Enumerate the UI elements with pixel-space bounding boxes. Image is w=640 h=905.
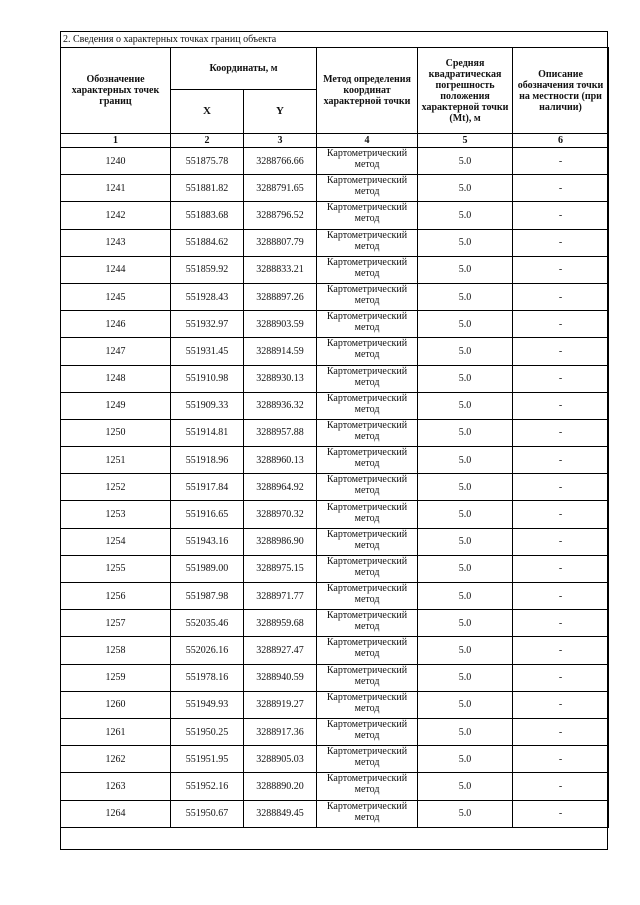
point-id-cell: 1257: [61, 610, 171, 637]
description-cell: -: [513, 800, 609, 827]
error-cell: 5.0: [418, 365, 513, 392]
method-line: метод: [354, 811, 380, 823]
error-cell: 5.0: [418, 311, 513, 338]
method-line: метод: [354, 322, 380, 334]
method-line: метод: [354, 648, 380, 660]
method-line: Картометрический: [326, 447, 408, 459]
description-cell: -: [513, 229, 609, 256]
table-row: [61, 202, 609, 229]
method-line: метод: [354, 784, 380, 796]
column-number: 2: [171, 134, 244, 148]
description-cell: -: [513, 664, 609, 691]
description-cell: -: [513, 202, 609, 229]
method-line: метод: [354, 213, 380, 225]
column-number: 4: [317, 134, 418, 148]
error-cell: 5.0: [418, 637, 513, 664]
x-coordinate-cell: 551884.62: [171, 229, 244, 256]
description-cell: -: [513, 175, 609, 202]
description-cell: -: [513, 447, 609, 474]
y-coordinate-cell: 3288930.13: [244, 365, 317, 392]
method-line: метод: [354, 403, 380, 415]
table-row: [61, 718, 609, 745]
method-line: метод: [354, 267, 380, 279]
method-cell: [317, 691, 418, 718]
method-line: Картометрический: [326, 474, 408, 486]
error-cell: 5.0: [418, 202, 513, 229]
method-cell: [317, 528, 418, 555]
method-line: метод: [354, 430, 380, 442]
point-id-cell: 1248: [61, 365, 171, 392]
error-cell: 5.0: [418, 528, 513, 555]
x-coordinate-cell: 552035.46: [171, 610, 244, 637]
x-coordinate-cell: 551875.78: [171, 148, 244, 175]
error-cell: 5.0: [418, 338, 513, 365]
y-coordinate-cell: 3288849.45: [244, 800, 317, 827]
description-cell: -: [513, 610, 609, 637]
y-coordinate-cell: 3288959.68: [244, 610, 317, 637]
table-row: [61, 528, 609, 555]
y-coordinate-cell: 3288796.52: [244, 202, 317, 229]
document-frame: [60, 31, 608, 850]
table-row: [61, 148, 609, 175]
table-row: [61, 447, 609, 474]
method-cell: [317, 229, 418, 256]
y-coordinate-cell: 3288833.21: [244, 256, 317, 283]
boundary-points-table: [60, 47, 609, 828]
error-cell: 5.0: [418, 501, 513, 528]
x-coordinate-cell: 551917.84: [171, 474, 244, 501]
column-numbers-row: [61, 134, 609, 148]
error-cell: 5.0: [418, 691, 513, 718]
method-cell: [317, 148, 418, 175]
method-line: Картометрический: [326, 528, 408, 540]
description-cell: -: [513, 501, 609, 528]
method-cell: [317, 447, 418, 474]
point-id-cell: 1254: [61, 528, 171, 555]
description-cell: -: [513, 392, 609, 419]
error-cell: 5.0: [418, 474, 513, 501]
method-line: метод: [354, 702, 380, 714]
point-id-cell: 1262: [61, 746, 171, 773]
table-row: [61, 800, 609, 827]
y-coordinate-cell: 3288970.32: [244, 501, 317, 528]
y-coordinate-cell: 3288957.88: [244, 419, 317, 446]
y-coordinate-cell: 3288919.27: [244, 691, 317, 718]
x-coordinate-cell: 551909.33: [171, 392, 244, 419]
point-id-cell: 1264: [61, 800, 171, 827]
point-id-cell: 1253: [61, 501, 171, 528]
y-coordinate-cell: 3288905.03: [244, 746, 317, 773]
error-cell: 5.0: [418, 583, 513, 610]
x-coordinate-cell: 551883.68: [171, 202, 244, 229]
point-id-cell: 1240: [61, 148, 171, 175]
method-line: Картометрический: [326, 746, 408, 758]
point-id-cell: 1251: [61, 447, 171, 474]
method-line: метод: [354, 539, 380, 551]
y-coordinate-cell: 3288940.59: [244, 664, 317, 691]
method-line: метод: [354, 566, 380, 578]
point-id-cell: 1260: [61, 691, 171, 718]
error-cell: 5.0: [418, 256, 513, 283]
method-cell: [317, 773, 418, 800]
method-cell: [317, 555, 418, 582]
method-cell: [317, 202, 418, 229]
method-line: метод: [354, 675, 380, 687]
method-line: Картометрический: [326, 719, 408, 731]
point-id-cell: 1244: [61, 256, 171, 283]
table-row: [61, 583, 609, 610]
error-cell: 5.0: [418, 664, 513, 691]
method-line: Картометрический: [326, 555, 408, 567]
x-coordinate-cell: 551931.45: [171, 338, 244, 365]
method-line: метод: [354, 594, 380, 606]
method-line: Картометрический: [326, 256, 408, 268]
description-cell: -: [513, 718, 609, 745]
y-coordinate-cell: 3288917.36: [244, 718, 317, 745]
method-cell: [317, 175, 418, 202]
x-coordinate-cell: 551943.16: [171, 528, 244, 555]
point-id-cell: 1256: [61, 583, 171, 610]
x-coordinate-cell: 551950.25: [171, 718, 244, 745]
table-row: [61, 610, 609, 637]
table-row: [61, 365, 609, 392]
x-coordinate-cell: 551952.16: [171, 773, 244, 800]
point-id-cell: 1250: [61, 419, 171, 446]
table-row: [61, 474, 609, 501]
y-coordinate-cell: 3288766.66: [244, 148, 317, 175]
point-id-cell: 1247: [61, 338, 171, 365]
description-cell: -: [513, 474, 609, 501]
method-line: Картометрический: [326, 800, 408, 812]
x-coordinate-cell: 551910.98: [171, 365, 244, 392]
method-line: метод: [354, 730, 380, 742]
x-coordinate-cell: 551914.81: [171, 419, 244, 446]
x-coordinate-cell: 551859.92: [171, 256, 244, 283]
method-cell: [317, 311, 418, 338]
method-cell: [317, 474, 418, 501]
error-cell: 5.0: [418, 555, 513, 582]
error-cell: 5.0: [418, 175, 513, 202]
method-line: метод: [354, 295, 380, 307]
method-line: метод: [354, 186, 380, 198]
error-cell: 5.0: [418, 746, 513, 773]
point-id-cell: 1263: [61, 773, 171, 800]
error-cell: 5.0: [418, 447, 513, 474]
y-coordinate-cell: 3288960.13: [244, 447, 317, 474]
method-line: Картометрический: [326, 610, 408, 622]
error-cell: 5.0: [418, 800, 513, 827]
description-cell: -: [513, 148, 609, 175]
table-row: [61, 501, 609, 528]
method-line: Картометрический: [326, 175, 408, 187]
point-id-cell: 1255: [61, 555, 171, 582]
y-coordinate-cell: 3288936.32: [244, 392, 317, 419]
description-cell: -: [513, 283, 609, 310]
header-description: Описание обозначения точки на местности (при наличии): [513, 48, 609, 134]
description-cell: -: [513, 637, 609, 664]
description-cell: -: [513, 583, 609, 610]
point-id-cell: 1252: [61, 474, 171, 501]
table-row: [61, 392, 609, 419]
description-cell: -: [513, 555, 609, 582]
point-id-cell: 1249: [61, 392, 171, 419]
description-cell: -: [513, 746, 609, 773]
description-cell: -: [513, 419, 609, 446]
y-coordinate-cell: 3288971.77: [244, 583, 317, 610]
point-id-cell: 1246: [61, 311, 171, 338]
x-coordinate-cell: 551881.82: [171, 175, 244, 202]
method-cell: [317, 800, 418, 827]
error-cell: 5.0: [418, 610, 513, 637]
method-line: Картометрический: [326, 583, 408, 595]
x-coordinate-cell: 552026.16: [171, 637, 244, 664]
table-row: [61, 256, 609, 283]
header-coordinates: Координаты, м: [171, 48, 317, 90]
x-coordinate-cell: 551950.67: [171, 800, 244, 827]
method-line: метод: [354, 621, 380, 633]
error-cell: 5.0: [418, 392, 513, 419]
method-cell: [317, 583, 418, 610]
method-cell: [317, 610, 418, 637]
point-id-cell: 1245: [61, 283, 171, 310]
method-line: Картометрический: [326, 773, 408, 785]
header-error: Средняя квадратическая погрешность положения характерной точки (Mt), м: [418, 48, 513, 134]
y-coordinate-cell: 3288914.59: [244, 338, 317, 365]
error-cell: 5.0: [418, 283, 513, 310]
column-number: 1: [61, 134, 171, 148]
x-coordinate-cell: 551949.93: [171, 691, 244, 718]
x-coordinate-cell: 551951.95: [171, 746, 244, 773]
method-line: Картометрический: [326, 229, 408, 241]
y-coordinate-cell: 3288903.59: [244, 311, 317, 338]
method-cell: [317, 718, 418, 745]
table-row: [61, 338, 609, 365]
point-id-cell: 1258: [61, 637, 171, 664]
error-cell: 5.0: [418, 773, 513, 800]
method-line: метод: [354, 458, 380, 470]
description-cell: -: [513, 338, 609, 365]
method-line: Картометрический: [326, 419, 408, 431]
header-x: X: [171, 90, 244, 134]
description-cell: -: [513, 365, 609, 392]
x-coordinate-cell: 551987.98: [171, 583, 244, 610]
method-line: Картометрический: [326, 691, 408, 703]
method-line: Картометрический: [326, 365, 408, 377]
method-line: Картометрический: [326, 284, 408, 296]
method-line: Картометрический: [326, 664, 408, 676]
table-row: [61, 691, 609, 718]
point-id-cell: 1261: [61, 718, 171, 745]
method-cell: [317, 283, 418, 310]
y-coordinate-cell: 3288890.20: [244, 773, 317, 800]
header-designation: Обозначение характерных точек границ: [61, 48, 171, 134]
y-coordinate-cell: 3288807.79: [244, 229, 317, 256]
x-coordinate-cell: 551928.43: [171, 283, 244, 310]
y-coordinate-cell: 3288927.47: [244, 637, 317, 664]
description-cell: -: [513, 691, 609, 718]
point-id-cell: 1243: [61, 229, 171, 256]
point-id-cell: 1241: [61, 175, 171, 202]
table-body: [61, 148, 609, 828]
method-line: Картометрический: [326, 637, 408, 649]
table-row: [61, 311, 609, 338]
description-cell: -: [513, 311, 609, 338]
table-row: [61, 637, 609, 664]
table-row: [61, 419, 609, 446]
table-row: [61, 229, 609, 256]
method-line: Картометрический: [326, 202, 408, 214]
y-coordinate-cell: 3288975.15: [244, 555, 317, 582]
point-id-cell: 1242: [61, 202, 171, 229]
error-cell: 5.0: [418, 718, 513, 745]
table-row: [61, 746, 609, 773]
method-cell: [317, 392, 418, 419]
y-coordinate-cell: 3288897.26: [244, 283, 317, 310]
column-number: 3: [244, 134, 317, 148]
method-line: Картометрический: [326, 501, 408, 513]
table-row: [61, 664, 609, 691]
point-id-cell: 1259: [61, 664, 171, 691]
method-line: Картометрический: [326, 392, 408, 404]
method-cell: [317, 746, 418, 773]
section-title: 2. Сведения о характерных точках границ объекта: [63, 34, 277, 45]
header-y: Y: [244, 90, 317, 134]
table-row: [61, 175, 609, 202]
error-cell: 5.0: [418, 148, 513, 175]
description-cell: -: [513, 773, 609, 800]
method-cell: [317, 637, 418, 664]
header-method: Метод определения координат характерной точки: [317, 48, 418, 134]
column-number: 5: [418, 134, 513, 148]
x-coordinate-cell: 551978.16: [171, 664, 244, 691]
method-line: Картометрический: [326, 148, 408, 160]
y-coordinate-cell: 3288964.92: [244, 474, 317, 501]
method-cell: [317, 501, 418, 528]
column-number: 6: [513, 134, 609, 148]
method-cell: [317, 365, 418, 392]
method-line: метод: [354, 349, 380, 361]
x-coordinate-cell: 551932.97: [171, 311, 244, 338]
table-row: [61, 773, 609, 800]
error-cell: 5.0: [418, 229, 513, 256]
y-coordinate-cell: 3288791.65: [244, 175, 317, 202]
method-line: метод: [354, 757, 380, 769]
description-cell: -: [513, 528, 609, 555]
method-line: метод: [354, 485, 380, 497]
method-line: метод: [354, 240, 380, 252]
method-line: метод: [354, 512, 380, 524]
method-cell: [317, 256, 418, 283]
method-cell: [317, 664, 418, 691]
x-coordinate-cell: 551918.96: [171, 447, 244, 474]
y-coordinate-cell: 3288986.90: [244, 528, 317, 555]
method-cell: [317, 419, 418, 446]
method-line: Картометрический: [326, 338, 408, 350]
x-coordinate-cell: 551989.00: [171, 555, 244, 582]
table-row: [61, 283, 609, 310]
method-line: метод: [354, 376, 380, 388]
description-cell: -: [513, 256, 609, 283]
method-cell: [317, 338, 418, 365]
x-coordinate-cell: 551916.65: [171, 501, 244, 528]
error-cell: 5.0: [418, 419, 513, 446]
method-line: Картометрический: [326, 311, 408, 323]
method-line: метод: [354, 159, 380, 171]
table-row: [61, 555, 609, 582]
